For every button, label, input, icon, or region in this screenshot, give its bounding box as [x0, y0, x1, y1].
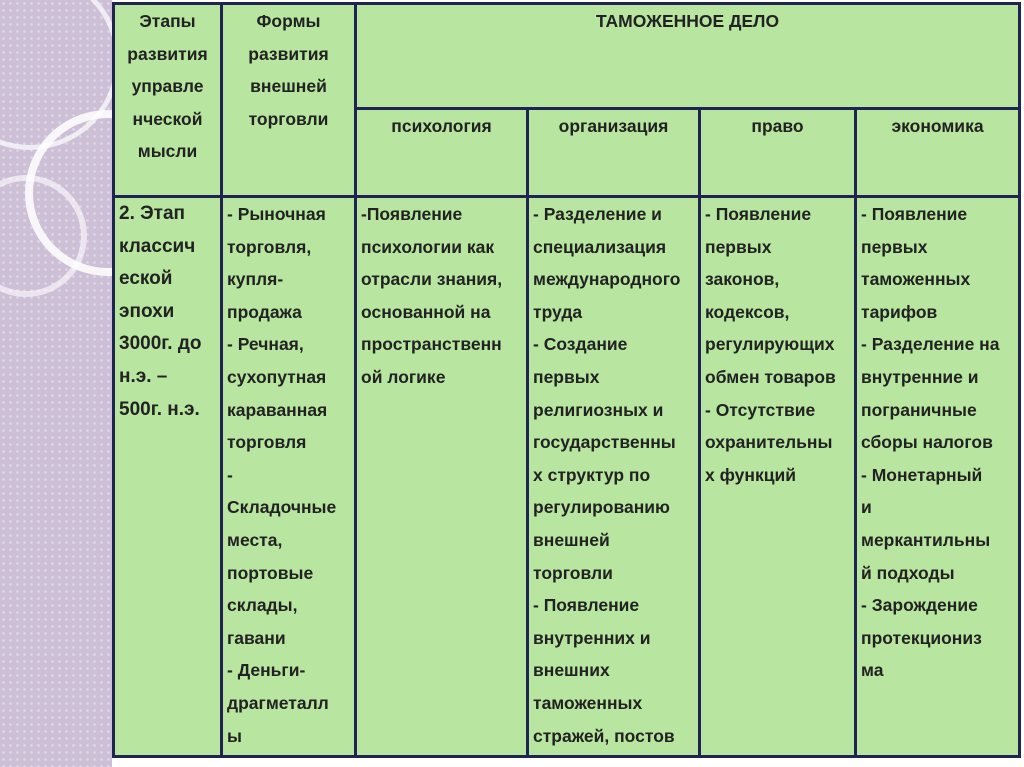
- cell-law: - Появление первых законов, кодексов, регулирующих обмен товаров - Отсутствие охранительны х функций: [700, 197, 856, 757]
- cell-organization: - Разделение и специализация международного труда - Создание первых религиозных и государственны х структур по регулированию внешней торговли - Появление внутренних и внешних таможенных стражей, постов: [528, 197, 700, 757]
- header-customs-affairs: ТАМОЖЕННОЕ ДЕЛО: [356, 4, 1020, 109]
- customs-development-table: [112, 2, 1021, 758]
- cell-economy: - Появление первых таможенных тарифов - Разделение на внутренние и пограничные сборы налогов - Монетарный и меркантильны й подходы - Зарождение протекциониз ма: [856, 197, 1020, 757]
- header-forms-of-foreign-trade: Формы развития внешней торговли: [222, 4, 356, 197]
- slide-bottom-margin: [112, 757, 1024, 767]
- header-law: право: [700, 109, 856, 197]
- header-organization: организация: [528, 109, 700, 197]
- header-economy: экономика: [856, 109, 1020, 197]
- cell-trade-forms: - Рыночная торговля, купля- продажа - Речная, сухопутная караванная торговля - Складочные места, портовые склады, гавани - Деньги- драгметалл ы: [222, 197, 356, 757]
- decorative-side-panel: [0, 0, 112, 767]
- header-stages-of-management-thought: Этапы развития управле нческой мысли: [114, 4, 222, 197]
- cell-psychology: -Появление психологии как отрасли знания, основанной на пространственн ой логике: [356, 197, 528, 757]
- header-row: [114, 4, 1020, 109]
- header-psychology: психология: [356, 109, 528, 197]
- cell-stage: 2. Этап классич еской эпохи 3000г. до н.э. – 500г. н.э.: [114, 197, 222, 757]
- table-row: [114, 197, 1020, 757]
